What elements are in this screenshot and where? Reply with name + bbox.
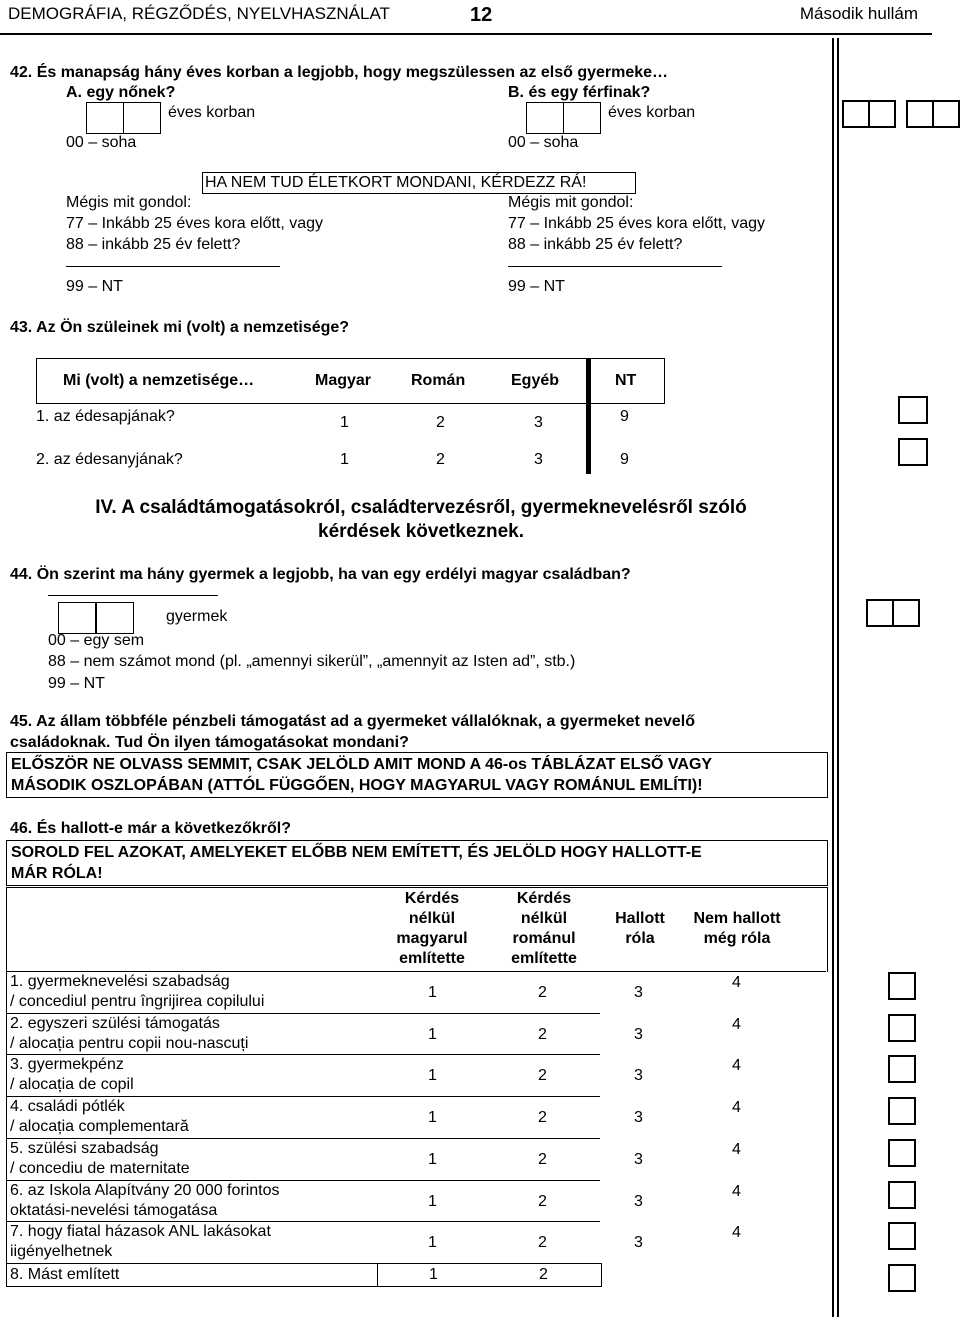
q46-row-code-2[interactable]: 2 (538, 1109, 547, 1127)
q42-a-still: Mégis mit gondol: (66, 194, 192, 211)
q46-row8-code-2[interactable]: 2 (539, 1266, 548, 1283)
q46-instruction-line1: SOROLD FEL AZOKAT, AMELYEKET ELŐBB NEM EMÍTETT, ÉS JELÖLD HOGY HALLOTT-E (11, 844, 702, 861)
q42-a-digit-1[interactable] (86, 102, 124, 134)
q42-code-b-2[interactable] (932, 100, 960, 128)
q42-a-unit: éves korban (168, 104, 256, 121)
q44-digit-1[interactable] (58, 602, 96, 634)
q46-col2-w4: említette (511, 950, 577, 967)
q46-row-label-main: 6. az Iskola Alapítvány 20 000 forintos (10, 1181, 280, 1199)
q45-line1: 45. Az állam többféle pénzbeli támogatást ad a gyermeket vállalóknak, a gyermeket nevelő (10, 713, 696, 730)
q42-code-a-2[interactable] (868, 100, 896, 128)
q46-col2-w2: nélkül (520, 910, 568, 927)
q46-col4-w1: Nem hallott (693, 910, 781, 927)
q46-row-code-4[interactable]: 4 (732, 1015, 741, 1033)
margin-line-2 (837, 38, 839, 1317)
q46-col3-header (600, 909, 680, 949)
q46-row-code-1[interactable]: 1 (428, 1150, 437, 1168)
q43-row2-code-3[interactable]: 3 (534, 451, 543, 468)
q43-row2-code-2[interactable]: 2 (436, 451, 445, 468)
q42-instruction-box (202, 172, 636, 194)
q42-b-opt88: 88 – inkább 25 év felett? (508, 236, 683, 253)
q45-instruction-line2: MÁSODIK OSZLOPÁBAN (ATTÓL FÜGGŐEN, HOGY MAGYARUL VAGY ROMÁNUL EMLÍTI)! (11, 777, 703, 794)
q46-row-label-main: 3. gyermekpénz (10, 1056, 124, 1074)
q43-row1-code-3[interactable]: 3 (534, 414, 543, 431)
q42-instruction: HA NEM TUD ÉLETKORT MONDANI, KÉRDEZZ RÁ! (205, 174, 587, 191)
q46-row-label-main: 4. családi pótlék (10, 1098, 125, 1116)
q46-row-label-ro: iigényelhetnek (10, 1243, 113, 1261)
q46-row-code-4[interactable]: 4 (732, 1224, 741, 1242)
q46-row-code-3[interactable]: 3 (634, 1150, 643, 1168)
q46-col1-w4: említette (399, 950, 465, 967)
q46-col2-w3: románul (512, 930, 576, 947)
section4-title-line2: kérdések következnek. (318, 521, 524, 542)
q46-row8-divider (377, 1264, 378, 1286)
q43-question: 43. Az Ön szüleinek mi (volt) a nemzetisége? (10, 319, 350, 336)
q42-a-opt99: 99 – NT (66, 278, 123, 295)
q43-row2-code-9[interactable]: 9 (620, 451, 629, 468)
q46-row8-label: 8. Mást említett (10, 1266, 120, 1283)
q45-instruction-box (6, 752, 828, 798)
q46-row-code-3[interactable]: 3 (634, 1109, 643, 1127)
q46-code-box[interactable] (888, 1097, 916, 1125)
q42-a-never: 00 – soha (66, 134, 137, 151)
q43-row1-code-9[interactable]: 9 (620, 408, 629, 425)
q46-row-separator (6, 1013, 600, 1014)
q46-row-code-4[interactable]: 4 (732, 1182, 741, 1200)
q46-instruction-box (6, 840, 828, 886)
q42-a-opt77: 77 – Inkább 25 éves kora előtt, vagy (66, 215, 324, 232)
q46-code-box[interactable] (888, 1264, 916, 1292)
q46-header-bottom (6, 971, 826, 972)
q43-row1-label: 1. az édesapjának? (36, 408, 175, 425)
q46-instruction-line2: MÁR RÓLA! (11, 865, 103, 882)
q46-code-box[interactable] (888, 1014, 916, 1042)
q46-col2-header (488, 889, 600, 969)
q46-col1-header (376, 889, 488, 969)
q43-header-magyar: Magyar (315, 372, 372, 389)
q44-opt88: 88 – nem számot mond (pl. „amennyi sikerül”, „amennyit az Isten ad”, stb.) (48, 653, 576, 670)
q42-a-separator (66, 266, 280, 267)
q46-left-border (6, 887, 7, 1287)
q46-row-code-3[interactable]: 3 (634, 1025, 643, 1043)
margin-line-1 (832, 38, 834, 1317)
q46-row-code-3[interactable]: 3 (634, 1192, 643, 1210)
q46-row-label-ro: / alocația complementară (10, 1118, 189, 1136)
q46-row-label-main: 2. egyszeri szülési támogatás (10, 1014, 220, 1032)
q46-question: 46. És hallott-e már a következőkről? (10, 820, 291, 837)
q42-b-still: Mégis mit gondol: (508, 194, 634, 211)
q44-digit-2[interactable] (96, 602, 134, 634)
q46-row-separator (6, 1138, 600, 1139)
q43-nt-divider (586, 358, 591, 474)
q44-code-1[interactable] (866, 599, 894, 627)
q46-row-label-main: 5. szülési szabadság (10, 1139, 159, 1157)
q46-row-code-1[interactable]: 1 (428, 984, 437, 1001)
q42-b-digit-1[interactable] (526, 102, 564, 134)
q46-row-code-1[interactable]: 1 (428, 1067, 437, 1085)
q42-a-label: A. egy nőnek? (66, 84, 176, 101)
q46-row-code-3[interactable]: 3 (634, 1067, 643, 1085)
q46-row8-code-1[interactable]: 1 (429, 1266, 438, 1283)
q42-b-unit: éves korban (608, 104, 696, 121)
q44-unit: gyermek (166, 608, 228, 625)
q43-code-mother[interactable] (898, 438, 928, 466)
q42-b-digit-2[interactable] (563, 102, 601, 134)
q44-opt99: 99 – NT (48, 675, 105, 692)
q45-line2: családoknak. Tud Ön ilyen támogatásokat mondani? (10, 734, 409, 751)
q46-row-label-ro: oktatási-nevelési támogatása (10, 1201, 218, 1219)
q46-row8 (6, 1263, 602, 1287)
q46-row-label-main: 7. hogy fiatal házasok ANL lakásokat (10, 1223, 271, 1241)
q46-col4-w2: még róla (703, 930, 771, 947)
q46-col1-w1: Kérdés (404, 890, 460, 907)
q46-row-code-1[interactable]: 1 (428, 1192, 437, 1210)
page-number: 12 (470, 4, 493, 26)
q42-question: 42. És manapság hány éves korban a legjobb, hogy megszülessen az első gyermeke… (10, 64, 669, 81)
q44-question: 44. Ön szerint ma hány gyermek a legjobb, ha van egy erdélyi magyar családban? (10, 566, 631, 583)
q46-row-separator (6, 1096, 600, 1097)
q46-col3-w2: róla (625, 930, 655, 947)
q43-header-label: Mi (volt) a nemzetisége… (63, 372, 255, 389)
q46-row-code-4[interactable]: 4 (732, 1099, 741, 1117)
q42-a-opt88: 88 – inkább 25 év felett? (66, 236, 241, 253)
q46-row-code-2[interactable]: 2 (538, 1192, 547, 1210)
q46-row-code-2[interactable]: 2 (538, 984, 547, 1001)
q46-row-label-ro: / concediul pentru îngrijirea copilului (10, 993, 265, 1010)
q44-opt00: 00 – egy sem (48, 632, 145, 649)
q43-row2-label: 2. az édesanyjának? (36, 451, 183, 468)
q44-code-2[interactable] (892, 599, 920, 627)
q46-row-code-4[interactable]: 4 (732, 1057, 741, 1075)
q44-separator (48, 595, 218, 596)
q46-row-code-4[interactable]: 4 (732, 974, 741, 991)
q46-col2-w1: Kérdés (516, 890, 572, 907)
q43-row2-code-1[interactable]: 1 (340, 451, 349, 468)
q46-row-code-3[interactable]: 3 (634, 1234, 643, 1252)
q46-row-code-2[interactable]: 2 (538, 1234, 547, 1252)
q46-row-separator (6, 1221, 600, 1222)
q42-b-opt99: 99 – NT (508, 278, 565, 295)
q46-row-label-ro: / alocația de copil (10, 1076, 134, 1094)
q42-b-label: B. és egy férfinak? (508, 84, 651, 101)
q46-row-code-4[interactable]: 4 (732, 1140, 741, 1158)
q46-code-box[interactable] (888, 1139, 916, 1167)
q42-b-separator (508, 266, 722, 267)
q46-code-box[interactable] (888, 1222, 916, 1250)
q43-header-egyeb: Egyéb (511, 372, 560, 389)
q43-row1-code-1[interactable]: 1 (340, 414, 349, 431)
q46-col4-header (680, 909, 794, 949)
q46-row-code-3[interactable]: 3 (634, 984, 643, 1001)
q46-col3-w1: Hallott (615, 910, 665, 927)
q46-code-box[interactable] (888, 1181, 916, 1209)
q46-row-code-1[interactable]: 1 (428, 1234, 437, 1252)
q46-row-separator (6, 1054, 600, 1055)
q46-row-code-2[interactable]: 2 (538, 1150, 547, 1168)
q42-a-digit-2[interactable] (123, 102, 161, 134)
q46-row-label-ro: / alocația pentru copii nou-nascuți (10, 1034, 249, 1052)
q46-code-box[interactable] (888, 1055, 916, 1083)
header-rule (0, 33, 932, 35)
q43-header-roman: Román (411, 372, 466, 389)
q45-instruction-line1: ELŐSZÖR NE OLVASS SEMMIT, CSAK JELÖLD AMIT MOND A 46-os TÁBLÁZAT ELSŐ VAGY (11, 756, 713, 773)
q46-row-label-main: 1. gyermeknevelési szabadság (10, 973, 230, 990)
q46-row-code-1[interactable]: 1 (428, 1109, 437, 1127)
q43-code-father[interactable] (898, 396, 928, 424)
q46-col1-w2: nélkül (408, 910, 456, 927)
header-title: DEMOGRÁFIA, RÉGZŐDÉS, NYELVHASZNÁLAT (8, 4, 390, 23)
q43-header-nt: NT (615, 372, 637, 389)
q46-code-box[interactable] (888, 972, 916, 1000)
section4-title-line1: IV. A családtámogatásokról, családtervezésről, gyermeknevelésről szóló (95, 497, 747, 518)
q46-col1-w3: magyarul (396, 930, 468, 947)
q46-row-label-ro: / concediu de maternitate (10, 1159, 190, 1177)
q46-row-code-1[interactable]: 1 (428, 1025, 437, 1043)
q43-header-row (36, 358, 665, 404)
q46-row-code-2[interactable]: 2 (538, 1025, 547, 1043)
q42-b-opt77: 77 – Inkább 25 éves kora előtt, vagy (508, 215, 766, 232)
q46-row-code-2[interactable]: 2 (538, 1067, 547, 1085)
q43-row1-code-2[interactable]: 2 (436, 414, 445, 431)
q42-b-never: 00 – soha (508, 134, 579, 151)
header-wave: Második hullám (799, 4, 918, 23)
q46-row-separator (6, 1180, 600, 1181)
